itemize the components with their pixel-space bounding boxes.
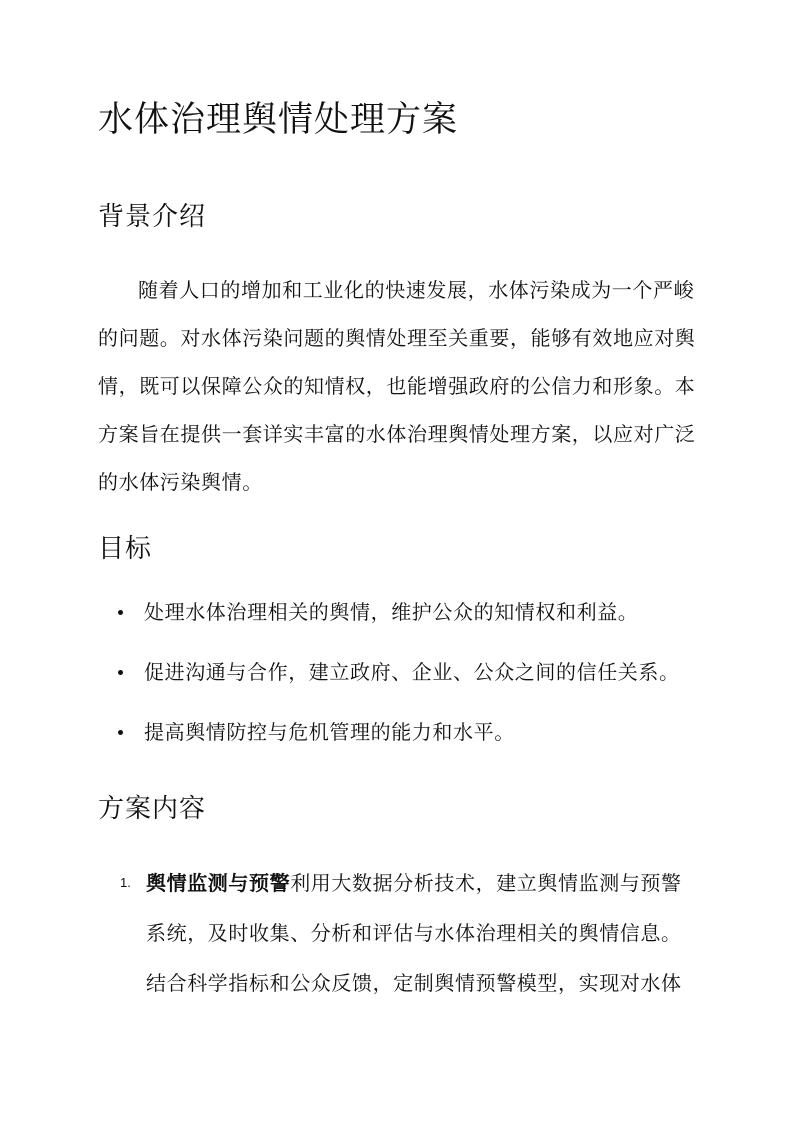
bullet-icon: [118, 610, 123, 615]
section-heading-plan: 方案内容: [98, 794, 207, 824]
document-title: 水体治理舆情处理方案: [98, 100, 459, 140]
list-item-bold-label: 舆情监测与预警: [146, 871, 291, 895]
goals-list: [98, 597, 680, 777]
list-item-text: 促进沟通与合作，建立政府、企业、公众之间的信任关系。: [144, 660, 680, 684]
paragraph-line: 的问题。对水体污染问题的舆情处理至关重要，能够有效地应对舆: [98, 326, 696, 350]
section-heading-background: 背景介绍: [98, 202, 207, 232]
list-item: [98, 657, 680, 717]
list-item-text: 处理水体治理相关的舆情，维护公众的知情权和利益。: [144, 600, 639, 624]
list-item: [98, 597, 680, 657]
bullet-icon: [118, 730, 123, 735]
paragraph-line: 随着人口的增加和工业化的快速发展，水体污染成为一个严峻: [138, 278, 695, 302]
list-number: 1.: [120, 875, 131, 890]
list-item-line: 结合科学指标和公众反馈，定制舆情预警模型，实现对水体: [146, 971, 682, 995]
list-item-text: 提高舆情防控与危机管理的能力和水平。: [144, 720, 515, 744]
list-item: [98, 717, 680, 777]
section-heading-goals: 目标: [98, 534, 153, 564]
plan-ordered-list: [98, 858, 718, 1008]
paragraph-line: 情，既可以保障公众的知情权，也能增强政府的公信力和形象。本: [98, 374, 696, 398]
background-paragraph: [98, 266, 702, 506]
list-item-text: 利用大数据分析技术，建立舆情监测与预警: [290, 871, 682, 895]
paragraph-line: 方案旨在提供一套详实丰富的水体治理舆情处理方案，以应对广泛: [98, 422, 696, 446]
list-item-first-line: [98, 858, 718, 908]
paragraph-line: 的水体污染舆情。: [98, 470, 263, 494]
bullet-icon: [118, 670, 123, 675]
list-item-line: 系统，及时收集、分析和评估与水体治理相关的舆情信息。: [146, 921, 682, 945]
